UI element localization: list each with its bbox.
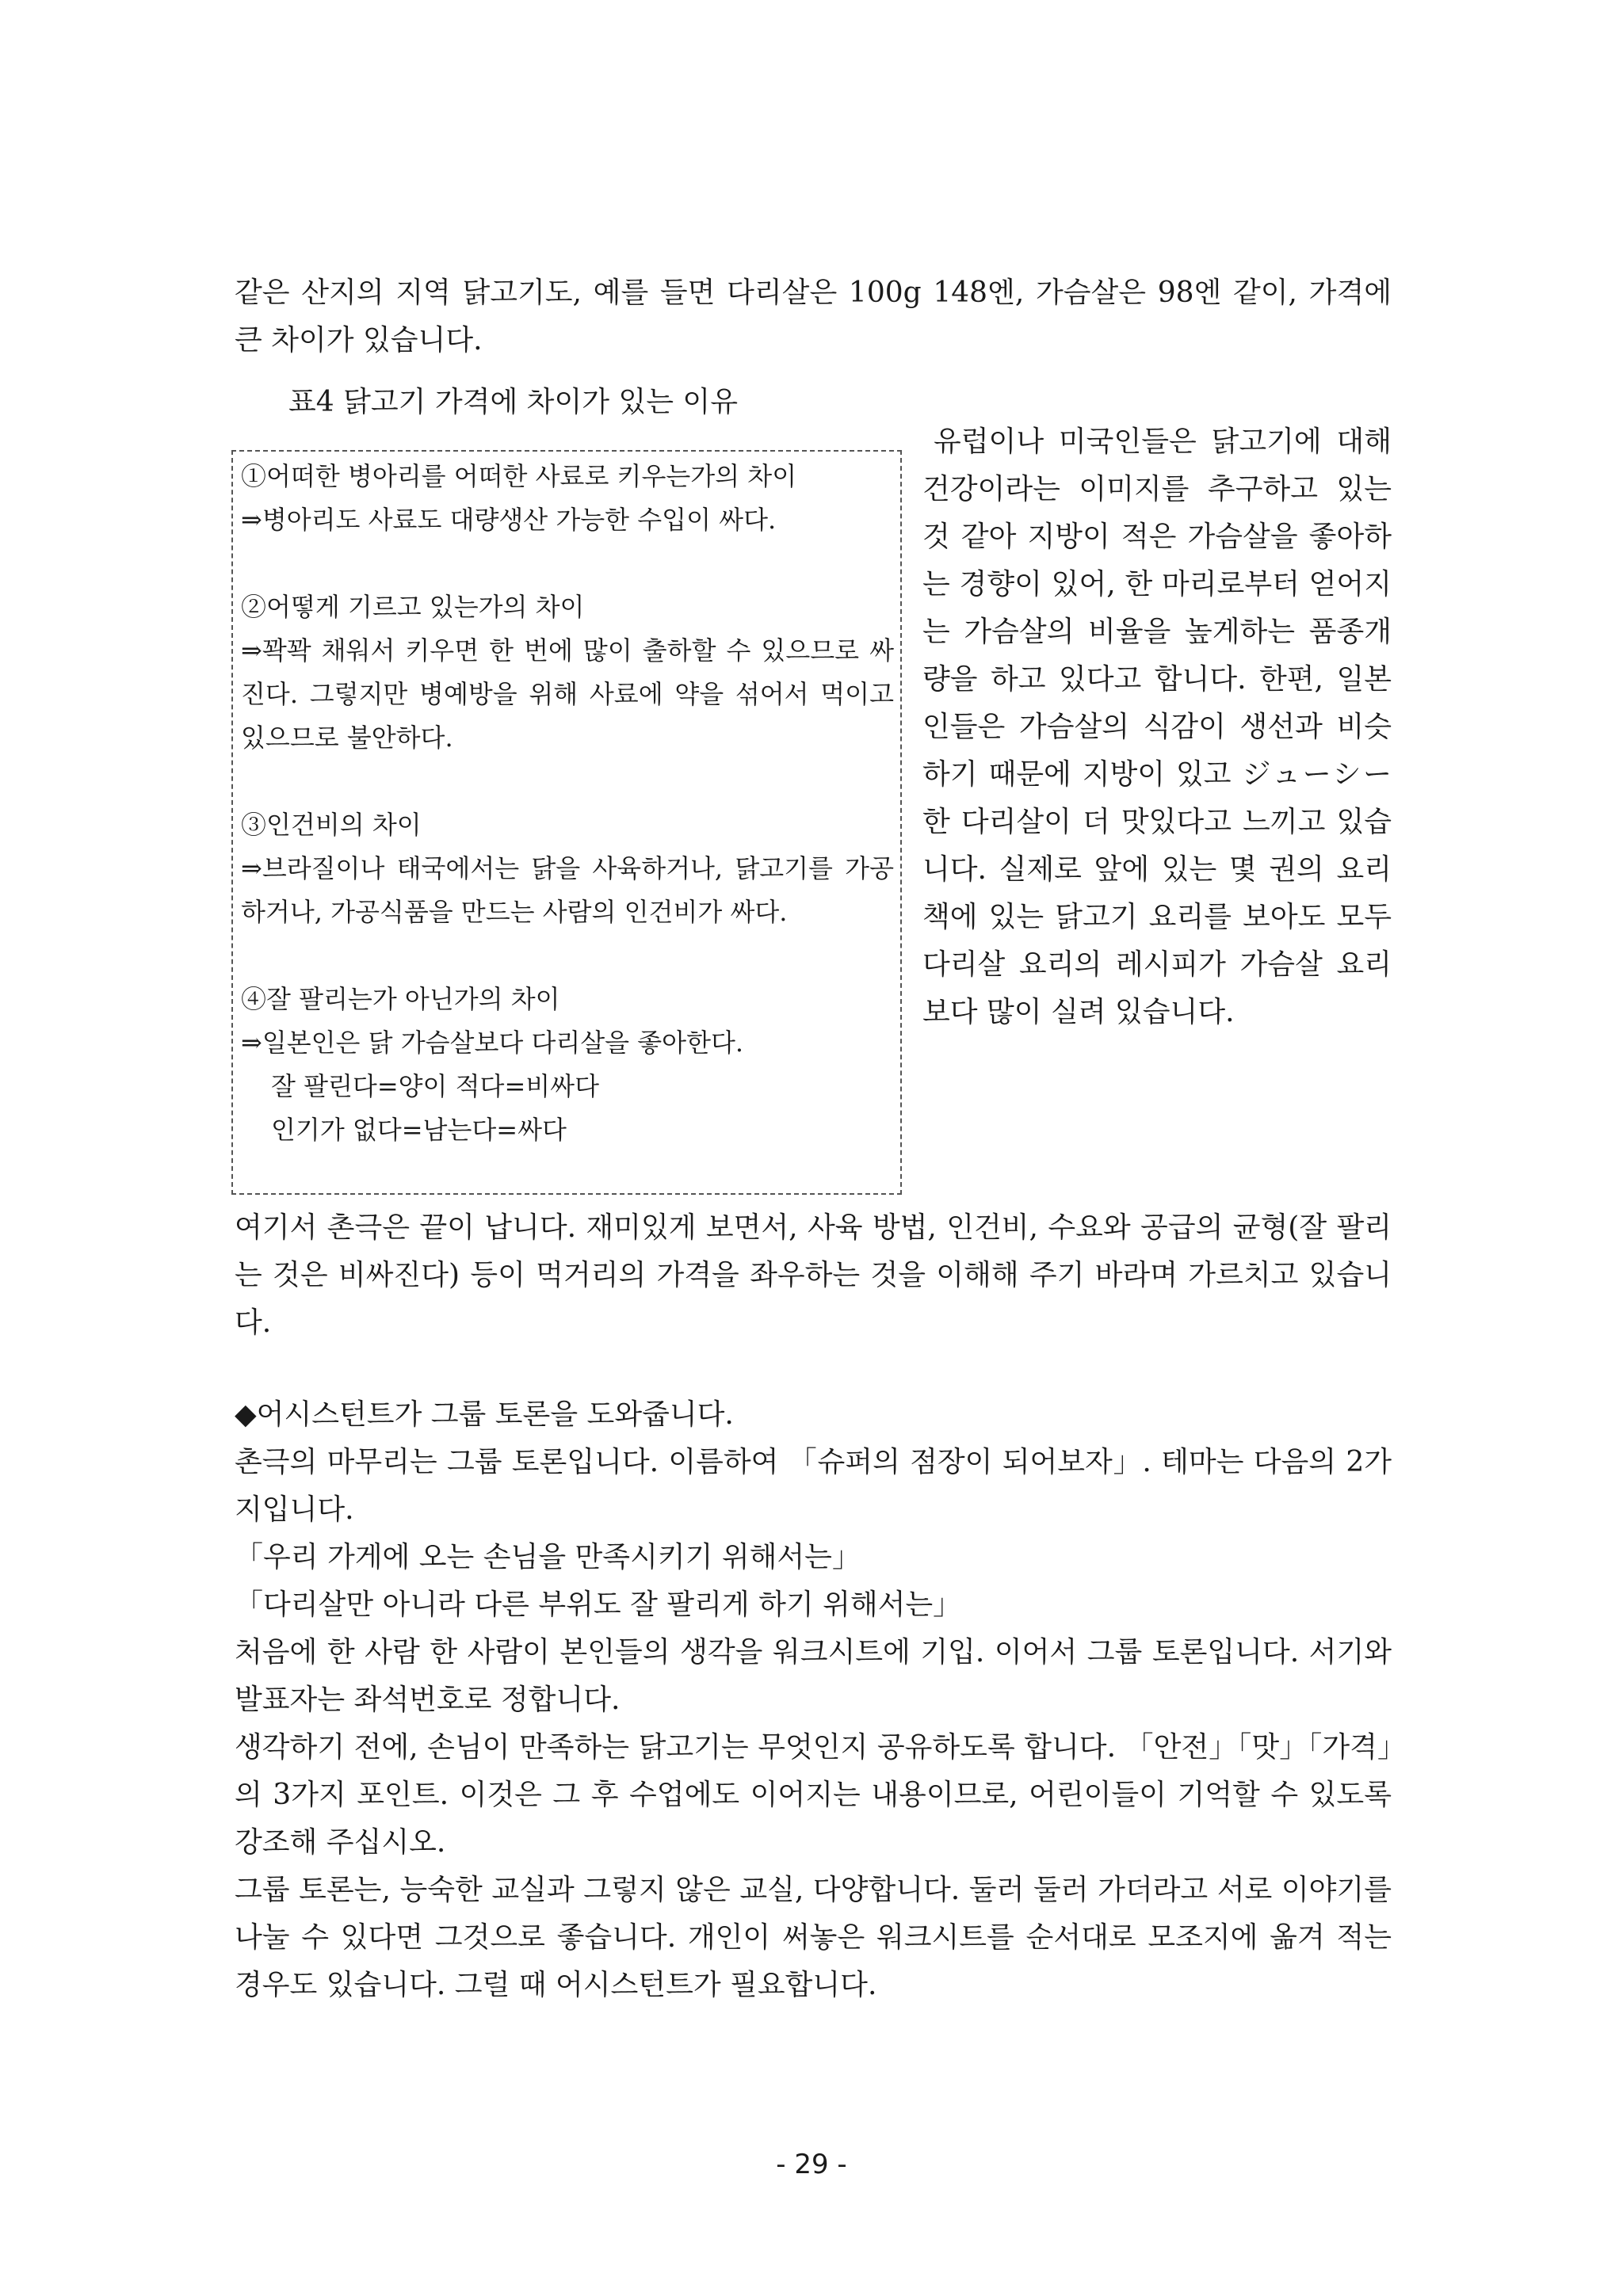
reason-body: ⇒일본인은 닭 가슴살보다 다리살을 좋아한다.: [241, 1028, 744, 1058]
table-caption: 표4 닭고기 가격에 차이가 있는 이유: [288, 386, 738, 418]
reason-title: ③인건비의 차이: [241, 810, 422, 840]
side-paragraph: 유럽이나 미국인들은 닭고기에 대해 건강이라는 이미지를 추구하고 있는 것 같아 지방이 적은 가슴살을 좋아하는 경향이 있어, 한 마리로부터 얻어지는 가슴살의 비율을 높게하는 품종개량을 하고 있다고 합니다. 한편, 일본인들은 가슴살의 식감이 생선과 비슷하기 때문에 지방이 있고 ジューシー 한 다리살이 더 맛있다고 느끼고 있습니다. 실제로 앞에 있는 몇 권의 요리책에 있는 닭고기 요리를 보아도 모두 다리살 요리의 레시피가 가슴살 요리보다 많이 실려 있습니다.: [922, 425, 1392, 1028]
reason-title: ②어떻게 기르고 있는가의 차이: [241, 592, 585, 622]
paragraph-group-intro: 촌극의 마무리는 그룹 토론입니다. 이름하여 「슈퍼의 점장이 되어보자」. 테마는 다음의 2가지입니다.: [235, 1446, 1392, 1526]
paragraph-points: 생각하기 전에, 손님이 만족하는 닭고기는 무엇인지 공유하도록 합니다. 「안전」「맛」「가격」의 3가지 포인트. 이것은 그 후 수업에도 이어지는 내용이므로, 어린이들이 기억할 수 있도록 강조해 주십시오.: [235, 1731, 1392, 1859]
reason-item-4: [241, 978, 900, 1152]
paragraph-worksheet: 처음에 한 사람 한 사람이 본인들의 생각을 워크시트에 기입. 이어서 그룹 토론입니다. 서기와 발표자는 좌석번호로 정합니다.: [235, 1636, 1392, 1716]
reason-item-2: [241, 585, 900, 760]
reason-title: ①어떠한 병아리를 어떠한 사료로 키우는가의 차이: [241, 461, 797, 491]
reason-note: 잘 팔린다=양이 적다=비싸다: [271, 1071, 600, 1101]
reasons-table: [231, 450, 902, 1195]
paragraph-after-table: 여기서 촌극은 끝이 납니다. 재미있게 보면서, 사육 방법, 인건비, 수요와 공급의 균형(잘 팔리는 것은 비싸진다) 등이 먹거리의 가격을 좌우하는 것을 이해해 주기 바라며 가르치고 있습니다.: [235, 1211, 1392, 1339]
reason-body: ⇒병아리도 사료도 대량생산 가능한 수입이 싸다.: [241, 505, 777, 535]
reason-body: ⇒꽉꽉 채워서 키우면 한 번에 많이 출하할 수 있으므로 싸진다. 그렇지만 병예방을 위해 사료에 약을 섞어서 먹이고 있으므로 불안하다.: [241, 635, 894, 753]
intro-paragraph: 같은 산지의 지역 닭고기도, 예를 들면 다리살은 100g 148엔, 가슴살은 98엔 같이, 가격에 큰 차이가 있습니다.: [235, 277, 1392, 357]
theme-2: 「다리살만 아니라 다른 부위도 잘 팔리게 하기 위해서는」: [235, 1589, 962, 1621]
reason-item-1: [241, 455, 900, 542]
reason-title: ④잘 팔리는가 아닌가의 차이: [241, 984, 560, 1014]
reason-item-3: [241, 803, 900, 934]
theme-1: 「우리 가게에 오는 손님을 만족시키기 위해서는」: [235, 1541, 861, 1573]
page-number: - 29 -: [776, 2149, 847, 2180]
section-heading: ◆어시스턴트가 그룹 토론을 도와줍니다.: [235, 1398, 734, 1431]
reason-body: ⇒브라질이나 태국에서는 닭을 사육하거나, 닭고기를 가공하거나, 가공식품을 만드는 사람의 인건비가 싸다.: [241, 853, 894, 927]
reason-note: 인기가 없다=남는다=싸다: [271, 1115, 567, 1145]
paragraph-group-discussion: 그룹 토론는, 능숙한 교실과 그렇지 않은 교실, 다양합니다. 둘러 둘러 가더라고 서로 이야기를 나눌 수 있다면 그것으로 좋습니다. 개인이 써놓은 워크시트를 순서대로 모조지에 옮겨 적는 경우도 있습니다. 그럴 때 어시스턴트가 필요합니다.: [235, 1874, 1392, 2001]
